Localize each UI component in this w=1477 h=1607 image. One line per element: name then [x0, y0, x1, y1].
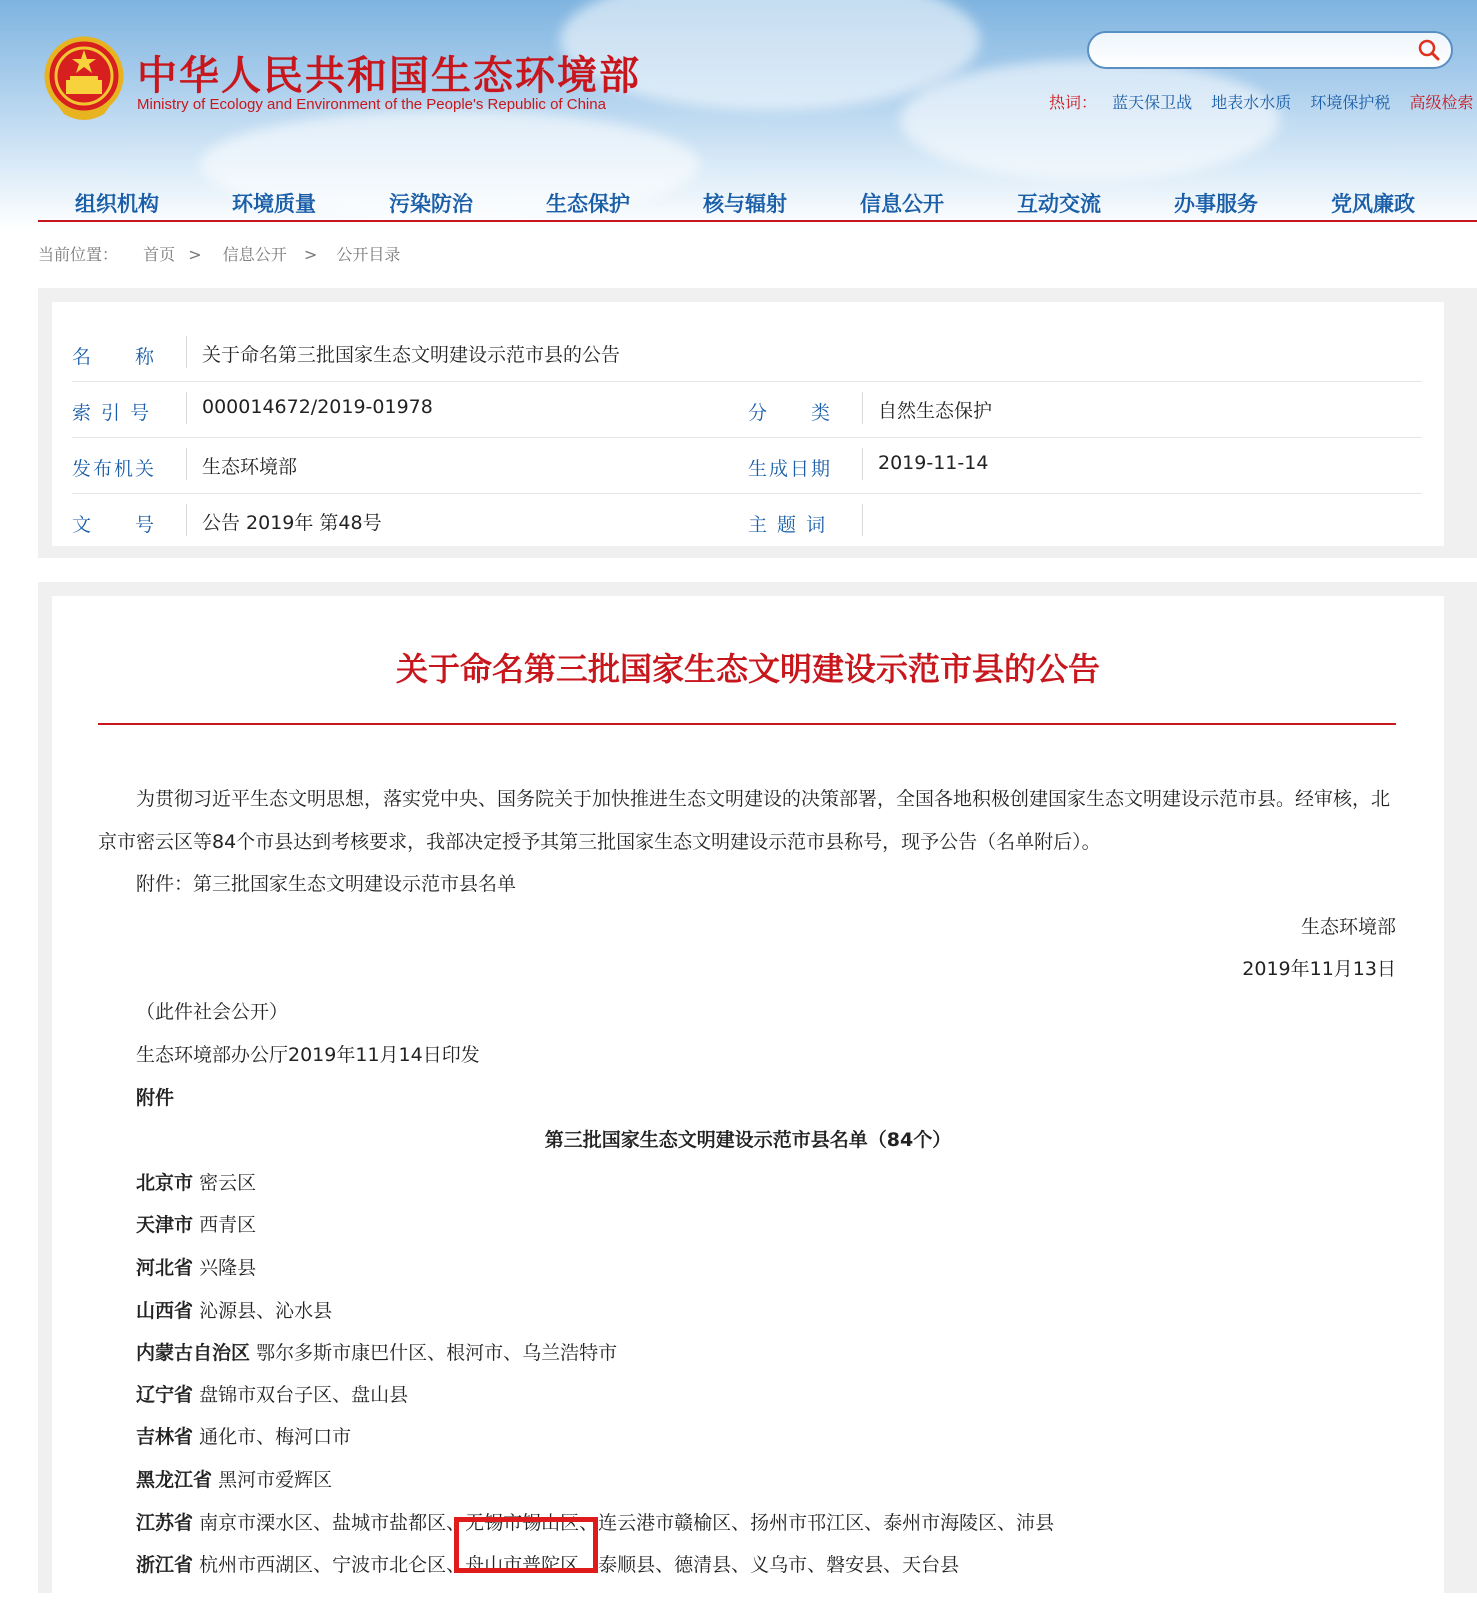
breadcrumb-label: 当前位置： [38, 245, 119, 264]
province-name: 河北省 [136, 1257, 194, 1279]
breadcrumb-info-disclosure[interactable]: 信息公开 [222, 245, 287, 264]
sign-date: 2019年11月13日 [1242, 958, 1396, 980]
metadata-value: 生态环境部 [202, 456, 298, 478]
national-emblem-icon[interactable] [44, 36, 124, 120]
province-name: 内蒙古自治区 [136, 1342, 251, 1364]
province-name: 山西省 [136, 1300, 194, 1322]
place-names: 西青区 [199, 1214, 257, 1236]
nav-item-nuclear-radiation[interactable]: 核与辐射 [703, 192, 787, 216]
article-body [52, 596, 1444, 1607]
breadcrumb [38, 242, 408, 265]
province-name: 北京市 [136, 1172, 194, 1194]
place-names: 通化市、梅河口市 [199, 1426, 352, 1448]
metadata-row [72, 326, 1422, 382]
province-name: 天津市 [136, 1214, 194, 1236]
metadata-value: 关于命名第三批国家生态文明建设示范市县的公告 [202, 344, 621, 366]
metadata-label: 生成日期 [748, 458, 833, 480]
nav-item-information-disclosure[interactable]: 信息公开 [860, 192, 944, 216]
list-item [136, 1422, 351, 1449]
metadata-value: 公告 2019年 第48号 [202, 512, 382, 534]
place-names: 南京市溧水区、盐城市盐都区、无锡市锡山区、连云港市赣榆区、扬州市邗江区、泰州市海陵区、沛县 [199, 1512, 1055, 1534]
hot-keyword-link[interactable]: 地表水水质 [1211, 93, 1292, 112]
site-title-english: Ministry of Ecology and Environment of the People's Republic of China [137, 96, 606, 113]
list-title: 第三批国家生态文明建设示范市县名单（84个） [544, 1129, 952, 1151]
metadata-row [72, 382, 1422, 438]
article-paragraph: 京市密云区等84个市县达到考核要求，我部决定授予其第三批国家生态文明建设示范市县称号，现予公告（名单附后）。 [98, 831, 1101, 853]
nav-item-interaction[interactable]: 互动交流 [1017, 192, 1101, 216]
metadata-divider [186, 448, 187, 480]
metadata-divider [862, 392, 863, 424]
article-panel [38, 582, 1477, 1593]
search-input[interactable] [1105, 39, 1409, 63]
breadcrumb-home[interactable]: 首页 [143, 245, 176, 264]
main-nav [38, 180, 1477, 222]
metadata-row [72, 438, 1422, 494]
place-names: 黑河市爱辉区 [218, 1469, 333, 1491]
place-names: 盘锦市双台子区、盘山县 [199, 1384, 409, 1406]
metadata-value: 2019-11-14 [878, 452, 989, 474]
list-item [136, 1210, 256, 1237]
province-name: 黑龙江省 [136, 1469, 213, 1491]
metadata-divider [186, 392, 187, 424]
search-icon[interactable] [1417, 38, 1441, 62]
list-item [136, 1380, 408, 1407]
advanced-search-link[interactable]: 高级检索 [1409, 93, 1474, 112]
province-name: 浙江省 [136, 1554, 194, 1576]
metadata-value: 自然生态保护 [878, 400, 993, 422]
province-name: 辽宁省 [136, 1384, 194, 1406]
list-item [136, 1253, 256, 1280]
place-names: 杭州市西湖区、宁波市北仑区、舟山市普陀区、泰顺县、德清县、义乌市、磐安县、天台县 [199, 1554, 960, 1576]
public-note: （此件社会公开） [136, 1001, 289, 1023]
document-metadata-panel [38, 288, 1477, 558]
metadata-label: 发布机关 [72, 458, 157, 480]
place-names: 鄂尔多斯市康巴什区、根河市、乌兰浩特市 [256, 1342, 618, 1364]
nav-item-services[interactable]: 办事服务 [1174, 192, 1258, 216]
place-names: 兴隆县 [199, 1257, 257, 1279]
metadata-value: 000014672/2019-01978 [202, 396, 433, 418]
search-box [1087, 31, 1453, 69]
province-name: 江苏省 [136, 1512, 194, 1534]
breadcrumb-separator: > [188, 245, 202, 264]
metadata-label: 分 类 [748, 402, 833, 424]
highlight-annotation-box [454, 1517, 598, 1573]
site-header [0, 0, 1477, 230]
title-divider [98, 723, 1396, 725]
site-title[interactable]: 中华人民共和国生态环境部 [137, 53, 641, 99]
metadata-row [72, 494, 1422, 549]
attachment-heading: 附件 [136, 1087, 175, 1109]
hot-keywords [1049, 90, 1473, 113]
metadata-label: 主 题 词 [748, 514, 828, 536]
place-names: 密云区 [199, 1172, 257, 1194]
nav-item-environment-quality[interactable]: 环境质量 [232, 192, 316, 216]
article-paragraph: 为贯彻习近平生态文明思想，落实党中央、国务院关于加快推进生态文明建设的决策部署，全国各地积极创建国家生态文明建设示范市县。经审核，北 [136, 788, 1391, 810]
attachment-note: 附件：第三批国家生态文明建设示范市县名单 [136, 873, 517, 895]
hot-keywords-label: 热词： [1049, 93, 1098, 112]
place-names: 沁源县、沁水县 [199, 1300, 333, 1322]
header-cloud-decoration [900, 60, 1280, 180]
nav-item-party-conduct[interactable]: 党风廉政 [1331, 192, 1415, 216]
article-title: 关于命名第三批国家生态文明建设示范市县的公告 [395, 650, 1100, 688]
nav-item-ecological-protection[interactable]: 生态保护 [546, 192, 630, 216]
hot-keyword-link[interactable]: 环境保护税 [1310, 93, 1391, 112]
nav-item-organization[interactable]: 组织机构 [75, 192, 159, 216]
signer: 生态环境部 [1300, 916, 1396, 938]
metadata-label: 文 号 [72, 514, 157, 536]
list-item [136, 1296, 332, 1323]
breadcrumb-catalog[interactable]: 公开目录 [336, 245, 401, 264]
breadcrumb-separator: > [303, 245, 318, 264]
nav-item-pollution-control[interactable]: 污染防治 [389, 192, 473, 216]
list-item [136, 1465, 332, 1492]
province-name: 吉林省 [136, 1426, 194, 1448]
print-note: 生态环境部办公厅2019年11月14日印发 [136, 1044, 480, 1066]
metadata-divider [862, 504, 863, 536]
metadata-label: 名 称 [72, 346, 157, 368]
metadata-label: 索 引 号 [72, 402, 152, 424]
list-item [136, 1338, 617, 1365]
hot-keyword-link[interactable]: 蓝天保卫战 [1112, 93, 1193, 112]
metadata-divider [186, 504, 187, 536]
metadata-divider [862, 448, 863, 480]
list-item [136, 1168, 256, 1195]
metadata-divider [186, 336, 187, 368]
document-metadata-table [52, 302, 1444, 546]
